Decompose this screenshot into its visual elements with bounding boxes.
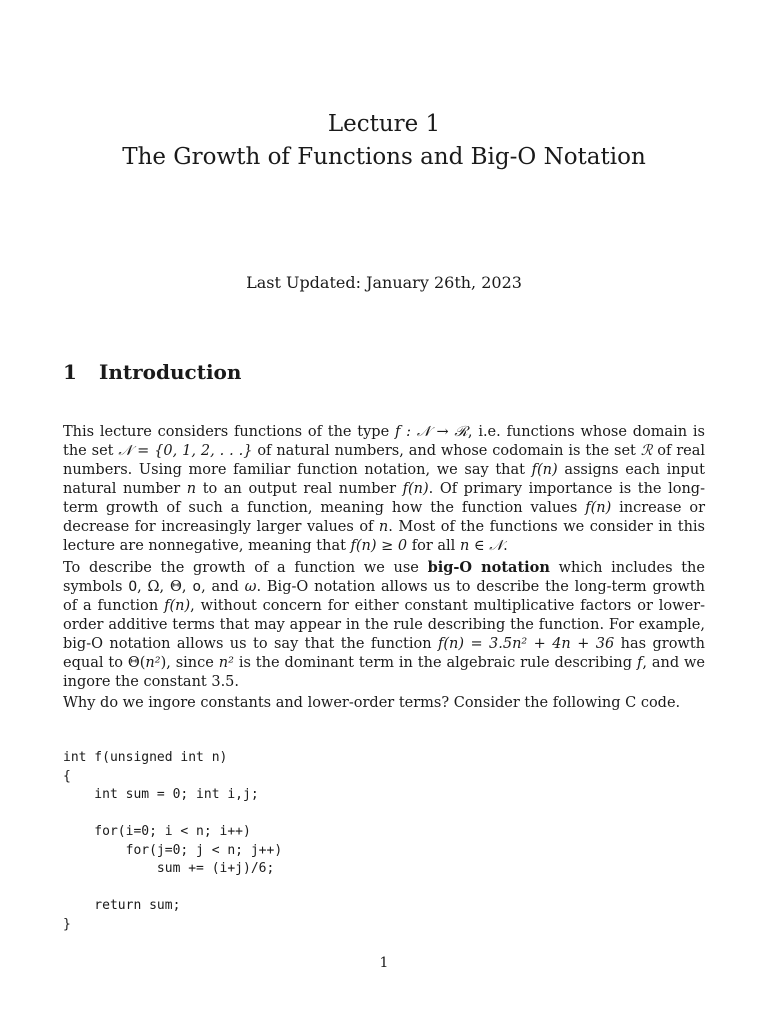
title-block [0, 108, 768, 174]
section-number: 1 [63, 360, 77, 384]
paragraph-big-o: To describe the growth of a function we use big-O notation which includes the symbols O, Ω, Θ, o, and ω. Big-O notation allows us to describe the long-term growth of a function f(n), without concern for either constant multiplicative factors or lower-order additive terms that may appear in the rule describing the function. For example, big-O notation allows us to say that the function f(n) = 3.5n² + 4n + 36 has growth equal to Θ(n²), since n² is the dominant term in the algebraic rule describing f, and we ingore the constant 3.5. [63, 559, 706, 690]
page-number: 1 [379, 955, 389, 971]
paragraph-intro: This lecture considers functions of the type f : 𝒩 → ℛ, i.e. functions whose domain is the set 𝒩 = {0, 1, 2, . . .} of natural numbers, and whose codomain is the set ℛ of real numbers. Using more familiar function notation, we say that f(n) assigns each input natural number n to an output real number f(n). Of primary importance is the long-term growth of such a function, meaning how the function values f(n) increase or decrease for increasingly larger values of n. Most of the functions we consider in this lecture are nonnegative, meaning that f(n) ≥ 0 for all n ∈ 𝒩. [63, 424, 706, 554]
section-title: Introduction [99, 360, 242, 384]
section-heading [63, 360, 241, 384]
last-updated-date: Last Updated: January 26th, 2023 [246, 273, 522, 292]
lecture-title: The Growth of Functions and Big-O Notation [122, 144, 646, 170]
code-block: int f(unsigned int n) { int sum = 0; int i,j; for(i=0; i < n; i++) for(j=0; j < n; j++) sum += (i+j)/6; return sum; } [63, 750, 283, 932]
paragraph-question: Why do we ingore constants and lower-order terms? Consider the following C code. [63, 695, 681, 711]
big-o-term: big-O notation [427, 559, 550, 576]
lecture-number: Lecture 1 [327, 111, 441, 137]
